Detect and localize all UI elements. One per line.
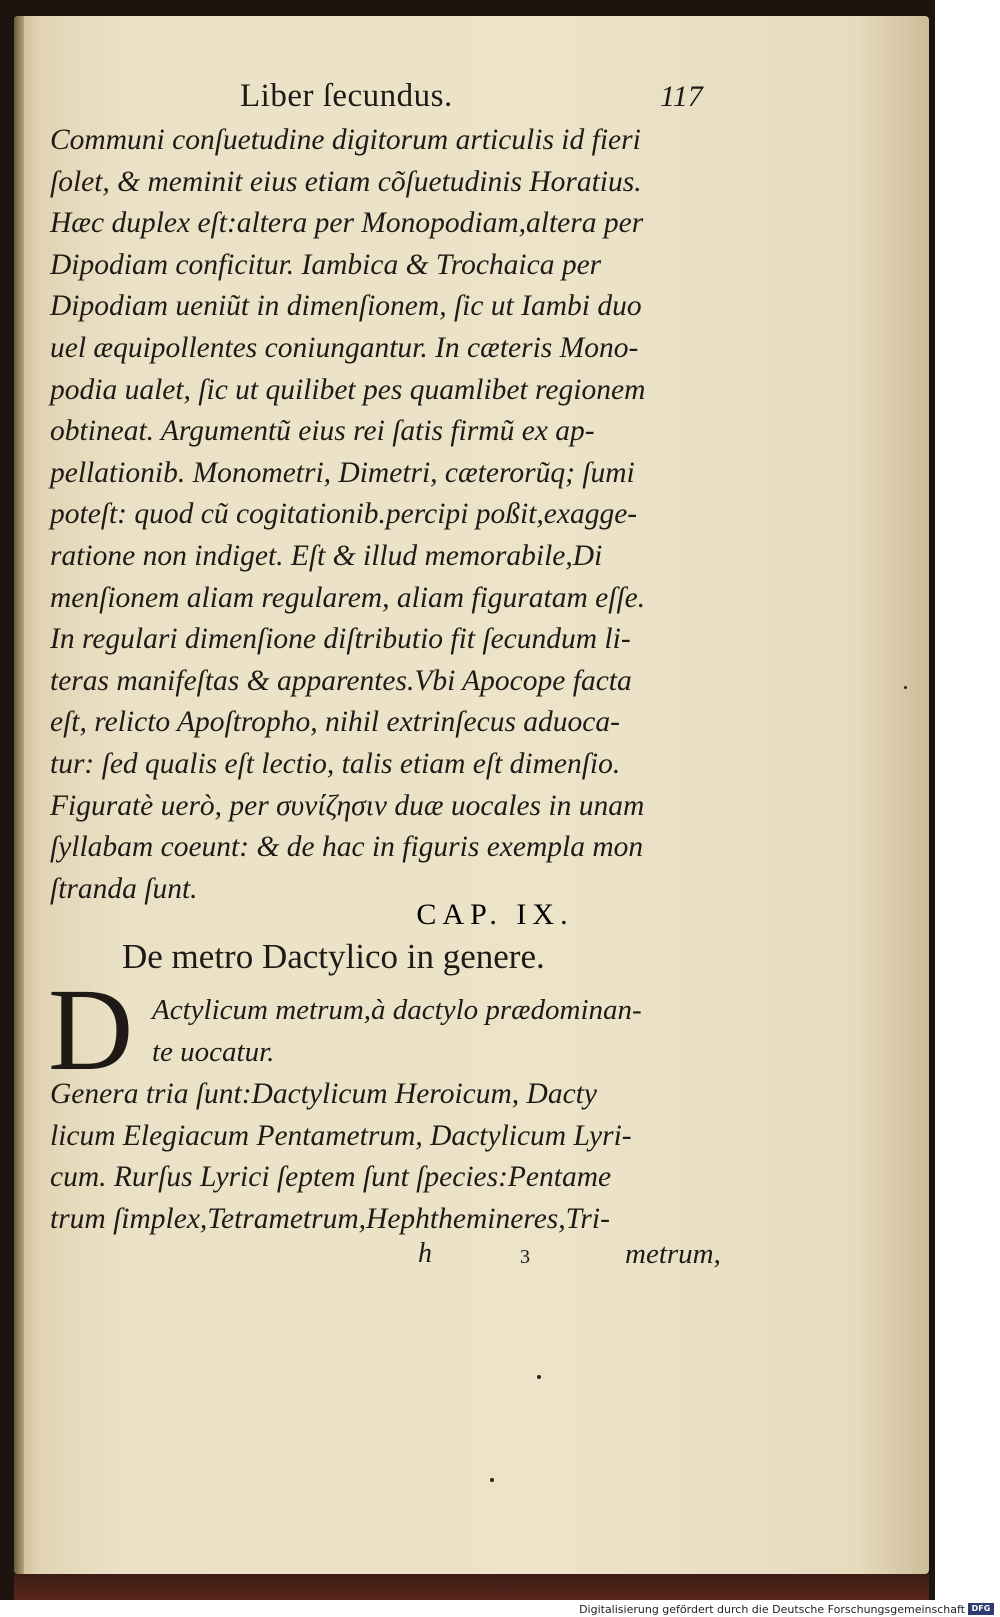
text-line: Actylicum metrum,à dactylo prædominan- (152, 994, 642, 1026)
page-bottom-edge (14, 1574, 929, 1600)
footer-bar (0, 1600, 1000, 1617)
text-line: licum Elegiacum Pentametrum, Dactylicum Lyri- (50, 1119, 632, 1152)
text-line: eſt, relicto Apoſtropho, nihil extrinſecus aduoca- (50, 706, 620, 739)
text-line: teras manifeſtas & apparentes.Vbi Apocope facta (50, 664, 632, 697)
text-line: Hæc duplex eſt:altera per Monopodiam,altera per (50, 207, 644, 240)
ink-speck (490, 1478, 494, 1482)
binding-edge (14, 16, 24, 1574)
text-line: In regulari dimenſione diſtributio fit ſecundum li- (50, 623, 631, 656)
funding-credit: Digitalisierung gefördert durch die Deutsche Forschungsgemeinschaft (579, 1603, 965, 1616)
chapter-body-text (50, 1074, 710, 1240)
text-line: uel æquipollentes coniungantur. In cæteris Mono- (50, 331, 639, 364)
text-line: ſyllabam coeunt: & de hac in figuris exempla mon (50, 831, 644, 864)
text-line: obtineat. Argumentũ eius rei ſatis firmũ ex ap- (50, 415, 595, 448)
text-line: trum ſimplex,Tetrametrum,Hephthemineres,Tri- (50, 1202, 610, 1235)
text-line: Communi conſuetudine digitorum articulis id fieri (50, 124, 641, 156)
text-line: Genera tria ſunt:Dactylicum Heroicum, Dacty (50, 1078, 597, 1110)
text-line: menſionem aliam regularem, aliam figuratam eſſe. (50, 581, 646, 614)
text-line: tur: ſed qualis eſt lectio, talis etiam eſt dimenſio. (50, 747, 621, 780)
text-line: ratione non indiget. Eſt & illud memorabile,Di (50, 539, 603, 572)
text-line: ſolet, & meminit eius etiam cõſuetudinis Horatius. (50, 165, 642, 198)
signature-line (50, 1238, 750, 1278)
chapter-title: De metro Dactylico in genere. (122, 937, 545, 976)
drop-cap-initial: D (48, 964, 134, 1095)
text-line: Dipodiam ueniũt in dimenſionem, ſic ut Iambi duo (50, 290, 642, 323)
text-line: pellationib. Monometri, Dimetri, cæterorũq; ſumi (50, 456, 635, 489)
text-line: cum. Rurſus Lyrici ſeptem ſunt ſpecies:Pentame (50, 1161, 612, 1194)
dfg-logo-icon: DFG (968, 1603, 994, 1615)
body-text (50, 120, 710, 910)
ink-speck (537, 1375, 541, 1379)
signature-mark: h (418, 1238, 432, 1269)
page-number: 117 (660, 80, 703, 113)
text-line: poteſt: quod cũ cogitationib.percipi poßit,exagge- (50, 498, 638, 531)
signature-number: 3 (520, 1246, 530, 1268)
running-head: Liber ſecundus. (240, 78, 453, 114)
text-line: Figuratè uerò, per συνίζησιν duæ uocales in unam (50, 789, 645, 822)
text-line: podia ualet, ſic ut quilibet pes quamlibet regionem (50, 373, 646, 406)
ink-speck (904, 686, 907, 689)
text-line: ſtranda ſunt. (50, 872, 198, 905)
text-line: Dipodiam conficitur. Iambica & Trochaica per (50, 248, 602, 281)
text-line: te uocatur. (152, 1035, 275, 1068)
chapter-opening-text (152, 990, 712, 1073)
catchword: metrum, (625, 1238, 721, 1270)
chapter-number: CAP. IX. (416, 898, 574, 931)
